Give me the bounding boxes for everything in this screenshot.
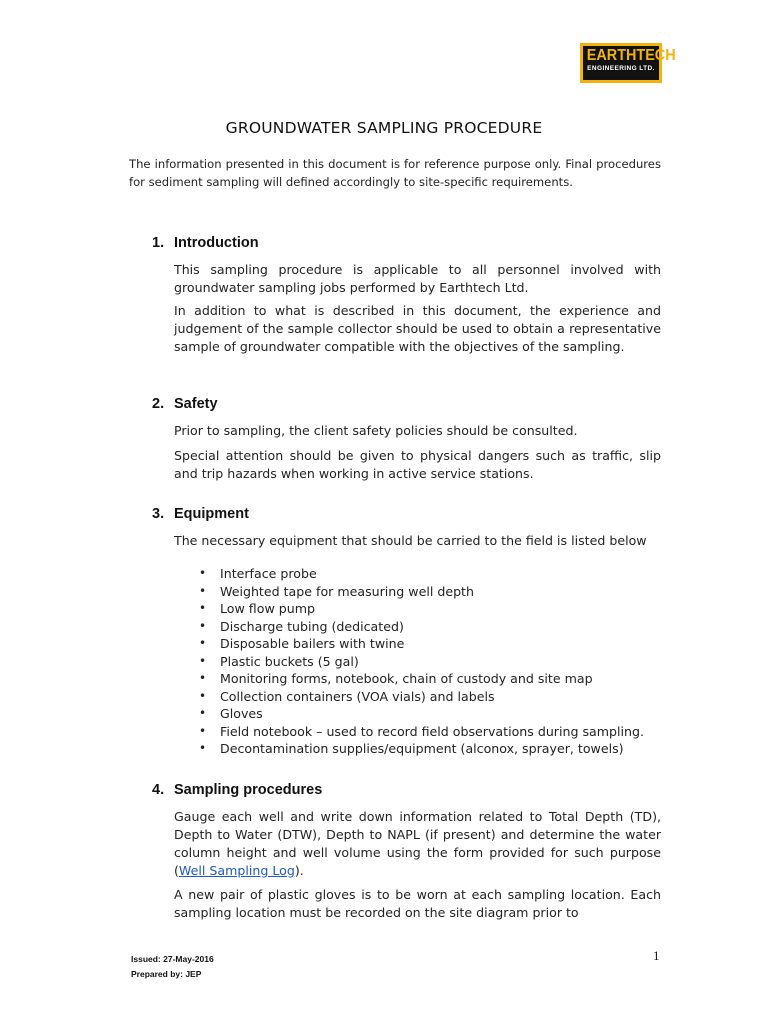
logo-main-text: EARTHTECH (586, 47, 676, 64)
intro-paragraph: The information presented in this document is for reference purpose only. Final procedures for sediment sampling will defined accordingly to site-specific requirements. (129, 157, 661, 189)
logo-plate (583, 46, 676, 80)
list-item: • Disposable bailers with twine (199, 636, 405, 651)
section-heading-equipment (152, 506, 249, 522)
list-item: • Plastic buckets (5 gal) (199, 653, 359, 669)
introduction-paragraph-2: In addition to what is described in this document, the experience and judgement of the sample collector should be used to obtain a representative sample of groundwater compatible with the objectives of the sampling. (174, 303, 661, 354)
section-heading-safety (152, 396, 218, 412)
well-sampling-log-link[interactable]: Well Sampling Log (178, 863, 295, 878)
bullet-icon: • (199, 671, 207, 685)
bullet-icon: • (199, 566, 207, 580)
section-title: Equipment (174, 506, 249, 522)
list-item: • Field notebook – used to record field observations during sampling. (199, 723, 644, 739)
document-title: GROUNDWATER SAMPLING PROCEDURE (225, 119, 543, 137)
introduction-paragraph-1: This sampling procedure is applicable to all personnel involved with groundwater sampling jobs performed by Earthtech Ltd. (174, 262, 661, 295)
list-item: • Gloves (199, 706, 263, 721)
list-item: • Discharge tubing (dedicated) (199, 618, 404, 634)
sampling-paragraph-1: Gauge each well and write down information related to Total Depth (TD), Depth to Water (DTW), Depth to NAPL (if present) and determine the water column height and well volume using the form provided for such purpose (Well Sampling Log). (174, 809, 661, 878)
section-number: 4. (152, 782, 165, 798)
bullet-icon: • (199, 723, 207, 738)
logo-sub-text: ENGINEERING LTD. (587, 65, 655, 72)
section-title: Safety (174, 396, 218, 412)
company-logo (580, 43, 676, 83)
equipment-list (196, 565, 666, 758)
page-number: 1 (653, 948, 660, 963)
prepared-by: Prepared by: JEP (131, 969, 202, 979)
list-item: • Interface probe (199, 566, 317, 581)
safety-paragraph-2: Special attention should be given to physical dangers such as traffic, slip and trip hazards when working in active service stations. (174, 448, 661, 481)
issued-date: Issued: 27-May-2016 (131, 954, 214, 964)
section-heading-introduction (152, 235, 259, 251)
bullet-icon: • (199, 601, 207, 615)
list-item: • Collection containers (VOA vials) and labels (199, 688, 495, 704)
list-item: • Decontamination supplies/equipment (alconox, sprayer, towels) (199, 741, 624, 756)
section-number: 1. (152, 235, 165, 251)
bullet-icon: • (199, 688, 207, 703)
equipment-paragraph: The necessary equipment that should be carried to the field is listed below (174, 533, 647, 548)
section-number: 3. (152, 506, 165, 522)
list-item: • Low flow pump (199, 601, 315, 616)
bullet-icon: • (199, 741, 207, 755)
bullet-icon: • (199, 618, 207, 633)
bullet-icon: • (199, 636, 207, 650)
bullet-icon: • (199, 653, 207, 668)
bullet-icon: • (199, 706, 207, 720)
bullet-icon: • (199, 583, 207, 598)
sampling-paragraph-2: A new pair of plastic gloves is to be worn at each sampling location. Each sampling location must be recorded on the site diagram prior to (174, 887, 661, 920)
section-title: Sampling procedures (174, 782, 323, 798)
section-number: 2. (152, 396, 165, 412)
section-title: Introduction (174, 235, 259, 251)
section-heading-sampling-procedures (152, 782, 322, 798)
list-item: • Monitoring forms, notebook, chain of custody and site map (199, 671, 593, 686)
safety-paragraph-1: Prior to sampling, the client safety policies should be consulted. (174, 423, 578, 438)
page-footer (131, 952, 214, 982)
list-item: • Weighted tape for measuring well depth (199, 583, 474, 599)
